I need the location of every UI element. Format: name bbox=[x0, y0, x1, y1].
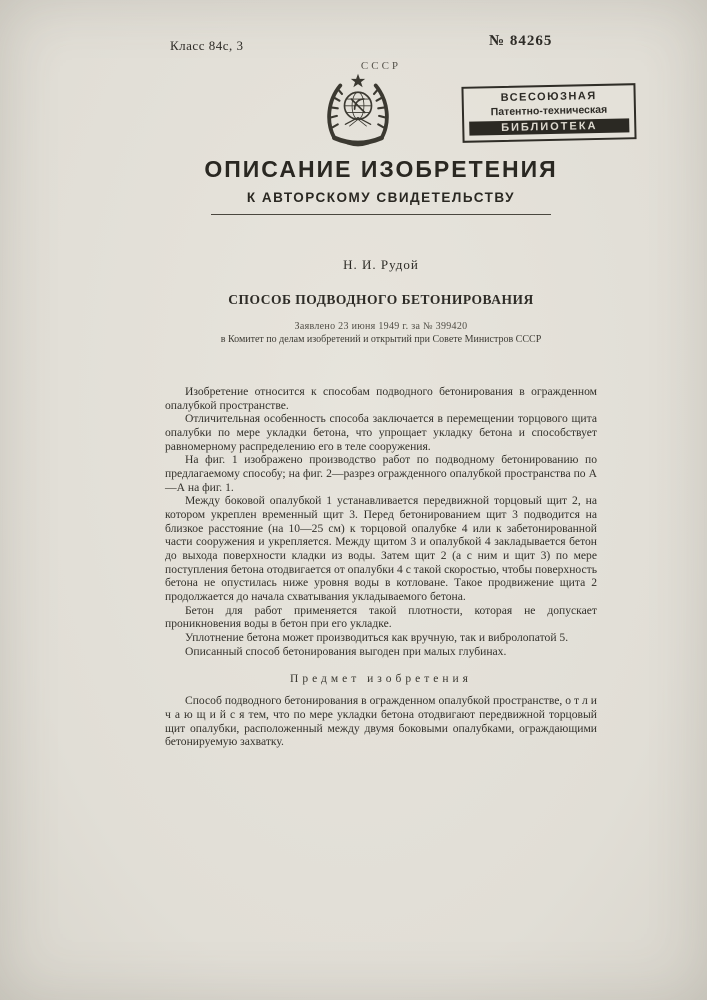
document-title: ОПИСАНИЕ ИЗОБРЕТЕНИЯ bbox=[204, 156, 558, 182]
claim-paragraph: Способ подводного бетонирования в огражденном опалубкой пространстве, о т л и ч а ю щ и й с я тем, что по мере укладки бетона отодвигают передвижной торцовый щит опалубки, расположенный между двумя боковыми опалубками, ограждающими бетонируемую захватку. bbox=[165, 694, 597, 749]
filing-info bbox=[165, 321, 597, 345]
paragraph: Уплотнение бетона может производиться как вручную, так и вибролопатой 5. bbox=[185, 631, 569, 645]
stamp-line-3: БИБЛИОТЕКА bbox=[469, 118, 629, 135]
document-header bbox=[0, 0, 707, 150]
ussr-coat-of-arms-icon bbox=[320, 72, 396, 148]
paragraph: На фиг. 1 изображено производство работ по подводному бетонированию по предлагаемому способу; на фиг. 2—разрез огражденного опалубкой пространства по А—А на фиг. 1. bbox=[165, 453, 597, 494]
author-name: Н. И. Рудой bbox=[343, 257, 419, 272]
document-subtitle: К АВТОРСКОМУ СВИДЕТЕЛЬСТВУ bbox=[246, 190, 516, 205]
title-divider bbox=[211, 214, 551, 215]
country-label: СССР bbox=[360, 60, 402, 72]
description-body bbox=[165, 385, 597, 658]
filing-date-line: Заявлено 23 июня 1949 г. за № 399420 bbox=[294, 321, 468, 332]
stamp-line-2: Патентно-техническая bbox=[490, 103, 608, 119]
library-stamp bbox=[461, 83, 636, 143]
invention-title: СПОСОБ ПОДВОДНОГО БЕТОНИРОВАНИЯ bbox=[228, 292, 534, 307]
claims-section-heading: Предмет изобретения bbox=[290, 673, 472, 686]
filing-committee-line: в Комитет по делам изобретений и открытий при Совете Министров СССР bbox=[220, 334, 542, 345]
paragraph: Бетон для работ применяется такой плотности, которая не допускает проникновения воды в бетон при его укладке. bbox=[165, 603, 597, 631]
document-content bbox=[165, 156, 597, 749]
paragraph: Отличительная особенность способа заключается в перемещении торцового щита опалубки по мере укладки бетона, что упрощает укладку бетона и способствует равномерному распределению его в теле сооружения. bbox=[165, 412, 597, 453]
paragraph: Изобретение относится к способам подводного бетонирования в огражденном опалубкой пространстве. bbox=[165, 385, 597, 412]
class-label: Класс 84с, 3 bbox=[170, 38, 244, 53]
paragraph: Между боковой опалубкой 1 устанавливается передвижной торцовый щит 2, на котором укреплен временный щит 3. Перед бетонированием щит 3 подводится на близкое расстояние (на 10—25 см) к торцовой опалубке 4 или к забетонированной части сооружения и укрепляется. Между щитом 3 и опалубкой 4 закладывается бетон до выхода поверхности кладки из воды. Затем щит 2 (а с ним и щит 3) по мере поступления бетона отодвигается от опалубки 4 с такой скоростью, чтобы поверхность бетона не опустилась ниже уровня воды в котловане. Такое продвижение щита 2 продолжается до начала схватывания укладываемого бетона. bbox=[165, 494, 597, 604]
stamp-line-1: ВСЕСОЮЗНАЯ bbox=[500, 89, 597, 105]
paragraph: Описанный способ бетонирования выгоден при малых глубинах. bbox=[185, 644, 507, 658]
document-number: № 84265 bbox=[489, 33, 553, 49]
